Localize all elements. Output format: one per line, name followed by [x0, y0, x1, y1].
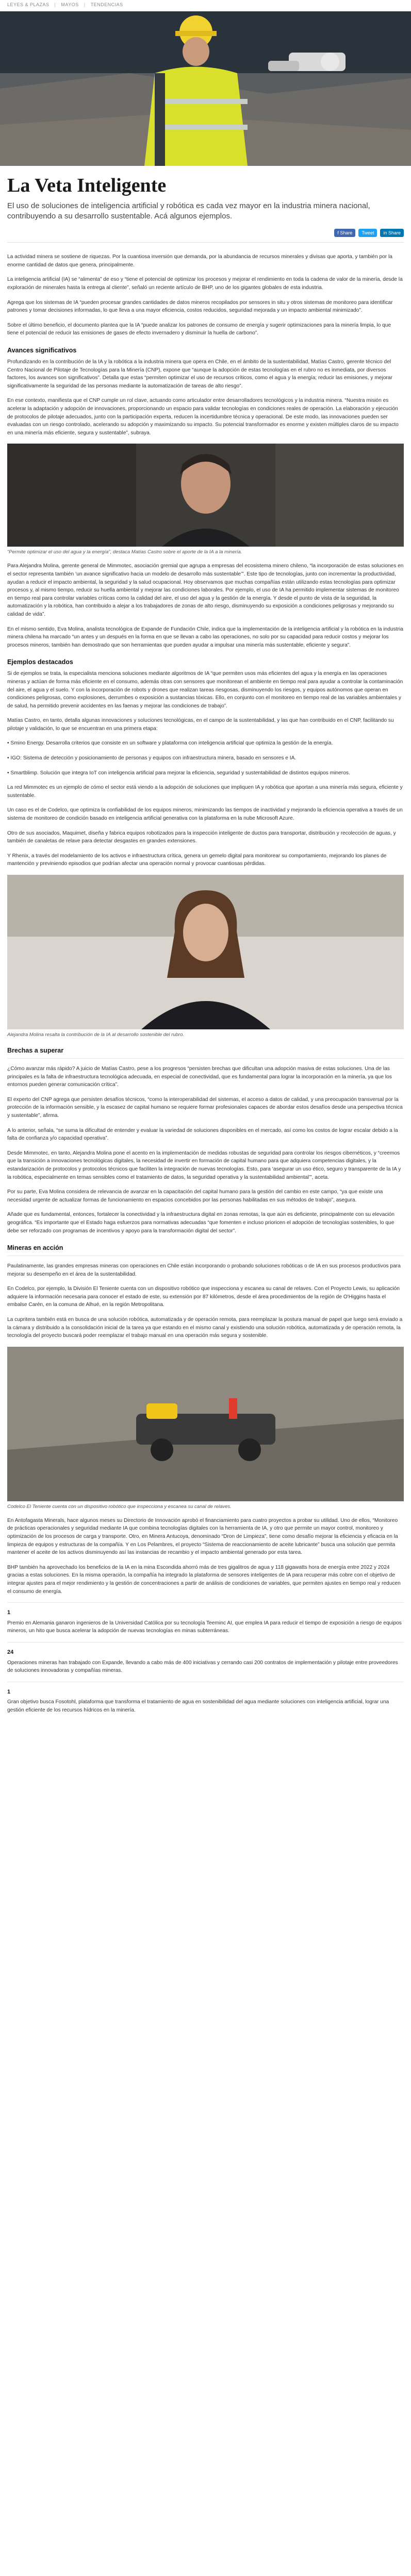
divider — [7, 242, 404, 243]
paragraph: Desde Mimmotec, en tanto, Alejandra Molina pone el acento en la implementación de medidas robustas de seguridad para controlar los riesgos cibernéticos, y “creemos que la transición a innovaciones tecnológicas digitales, la necesidad de invertir en formación de capital humano para que adquiera competencias digitales, y la estandarización de protocolos y protocolos técnicos que faciliten la integración de nuevas tecnologías. Esto, para ‘asegurar un uso ético, seguro y transparente de la IA y la robótica, especialmente en temas sensibles como el tratamiento de datos, la seguridad operativa y la sustentabilidad ambiental’”, aceta. — [7, 1150, 401, 1180]
stat-item — [7, 1609, 404, 1635]
bullet-item: • Smino Energy. Desarrolla criterios que consiste en un software y plataforma con inteligencia artificial que optimiza la gestión de la energía. — [7, 740, 333, 747]
paragraph: Añade que es fundamental, entonces, fortalecer la conectividad y la infraestructura digital en zonas remotas, la que aún es deficiente, principalmente con su elevación geográfica. “Es importante que el Estado haga esfuerzos para normativas adecuadas “que fomenten e incluso prioricen el adopción de tecnologías sostenibles, lo que debe ser reforzado con programas de incentivos y apoyo para la transformación digital del sector”. — [7, 1212, 394, 1234]
stat-text: Operaciones mineras han trabajado con Expande, llevando a cabo más de 400 iniciativas y cerrando casi 200 contratos de implementación y pilotaje entre proveedores de soluciones innovadoras y compañías mineras. — [7, 1659, 398, 1674]
paragraph: La cupritera también está en busca de una solución robótica, automatizada y de operación remota, para reemplazar la postura manual de papel que luego será enviado a la cámara y distribuido a la consolidación inicial de la tarea ya que estando en el mismo canal y existiendo una solución robótica, automatizada y de operación remota, la tecnología del proyecto buscará poder reemplazar el trabajo manual en una operación más segura y sostenible. — [7, 1317, 403, 1339]
article-lead: El uso de soluciones de inteligencia artificial y robótica es cada vez mayor en la industria minera nacional, contribuyendo a su desarrollo sustentable. Acá algunos ejemplos. — [7, 201, 370, 221]
section-heading-mineras: Mineras en acción — [7, 1244, 63, 1252]
stat-text: Gran objetivo busca Fosotohl, plataforma que transforma el tratamiento de agua en sostenibilidad del agua mediante soluciones con inteligencia artificial, lograr una gestión eficiente de los recursos hídricos en la minería. — [7, 1699, 389, 1713]
photo-caption: “Permite optimizar el uso del agua y la energía”, destaca Matías Castro sobre el aporte de la IA a la minería. — [7, 549, 242, 555]
paragraph: Agrega que los sistemas de IA “pueden procesar grandes cantidades de datos mineros recopilados por sensores in situ y otros sistemas de monitoreo para identificar patrones y tomar decisiones informadas, lo que lleva a una mayor eficiencia, costos reducidos, seguridad mejorada y un impacto ambiental minimizado”. — [7, 299, 393, 314]
stat-number: 1 — [7, 1609, 11, 1616]
twitter-share-button[interactable]: Tweet — [358, 229, 377, 237]
paragraph: Sobre el último beneficio, el documento plantea que la IA “puede analizar los patrones de consumo de energía y sugerir optimizaciones para la minería limpia, lo que tiene el potencial de reducir las emisiones de gases de efecto invernadero y disminuir la huella de carbono”. — [7, 322, 391, 336]
paragraph: Otro de sus asociados, Maquimet, diseña y fabrica equipos robotizados para la inspección inteligente de ductos para transportar, distribución y recolección de aguas, y también de canaletas de relave para detectar desgastes en grandes extensiones. — [7, 830, 396, 844]
breadcrumb-category[interactable]: TENDENCIAS — [90, 2, 123, 7]
paragraph: Y Rhenix, a través del modelamiento de los activos e infraestructura crítica, genera un gemelo digital para monitorear su comportamiento, mejorando los planes de mantención y previniendo episodios que podrían afectar una operación normal y provocar cuantiosas pérdidas. — [7, 853, 387, 867]
hero-image-miner-with-robot — [0, 11, 411, 166]
paragraph: Para Alejandra Molina, gerente general de Mimmotec, asociación gremial que agrupa a empresas del ecosistema minero chileno, “la incorporación de estas soluciones en el sector representa también ‘un avance significativo hacia un modelo de desarrollo más sustentable’”. Este tipo de tecnologías, junto con incrementar la productividad, ayudan a reducir el impacto ambiental, la seguridad y la salud ocupacional. Hoy observamos que muchas compañías están utilizando estas tecnologías para optimizar procesos y, al mismo tiempo, reducir su huella ambiental y mejorar las condiciones laborales. Por ejemplo, el uso de IA ha permitido implementar sistemas de monitoreo en tiempo real para controlar variables críticas como la calidad del aire, el uso del agua y la gestión de la energía. Y desde el punto de vista de la seguridad, la automatización y la robótica, han contribuido a alejar a los trabajadores de zonas de alto riesgo, disminuyendo su exposición a condiciones peligrosas y mejorando su calidad de vida”. — [7, 563, 404, 617]
stat-item — [7, 1649, 404, 1675]
breadcrumb-site[interactable]: LEYES & PLAZAS — [7, 2, 50, 7]
share-bar — [7, 229, 404, 237]
photo-caption: Alejandra Molina resalta la contribución de la IA al desarrollo sostenible del rubro. — [7, 1032, 184, 1038]
paragraph: La inteligencia artificial (IA) se “alimenta” de eso y “tiene el potencial de optimizar los procesos y mejorar el rendimiento en toda la cadena de valor de la minería, desde la exploración de minerales hasta la entrega al cliente”, señaló un reciente artículo de BHP, uno de los gigantes globales de esta industria. — [7, 277, 403, 291]
section-heading-avances: Avances significativos — [7, 347, 77, 354]
stat-item — [7, 1688, 404, 1715]
photo-alejandra-molina — [7, 875, 404, 1029]
section-heading-ejemplos: Ejemplos destacados — [7, 658, 73, 666]
paragraph: Un caso es el de Codelco, que optimiza la confiabilidad de los equipos mineros, minimizando las tiempos de inactividad y mejorando la eficiencia operativa a través de un sistema de monitoreo de condición basado en inteligencia artificial generativa con la plataforma en la nube Microsoft Azure. — [7, 807, 403, 822]
breadcrumb-section[interactable]: MAYOS — [61, 2, 79, 7]
bullet-item: • IGO: Sistema de detección y posicionamiento de personas y equipos con infraestructura minera, basado en sensores e IA. — [7, 755, 297, 761]
stat-number: 1 — [7, 1688, 11, 1695]
paragraph: ¿Cómo avanzar más rápido? A juicio de Matías Castro, pese a los progresos “persisten brechas que dificultan una adopción masiva de estas soluciones. Una de las principales es la falta de infraestructura tecnológica adecuada, en especial de conectividad, que es fundamental para lograr la incorporación en la minería, ya que los entornos pueden generar comunicación crítica”. — [7, 1066, 392, 1088]
photo-codelco-robot — [7, 1347, 404, 1501]
stat-text: Premio en Alemania ganaron ingenieros de la Universidad Católica por su tecnología Teeminc AI, que emplea IA para reducir el tiempo de exposición a riesgo de equipos mineros, un hito que busca acelerar la adopción de nuevas tecnologías en minas subterráneas. — [7, 1620, 402, 1634]
paragraph: Por su parte, Eva Molina considera de relevancia de avanzar en la capacitación del capital humano para la gestión del cambio en este campo, “ya que existe una necesidad urgente de actualizar formas de funcionamiento en espacios concebidos por las personas habilitadas en sus métodos de trabajo”, asegura. — [7, 1189, 383, 1203]
bullet-item: • Smartblimp. Solución que integra IoT con inteligencia artificial para mejorar la eficiencia, seguridad y sustentabilidad de distintos equipos mineros. — [7, 770, 350, 776]
divider — [7, 1058, 404, 1059]
paragraph: En el mismo sentido, Eva Molina, analista tecnológica de Expande de Fundación Chile, indica que la implementación de la inteligencia artificial y la robótica en la industria minera chilena ha marcado “un antes y un después en la forma en que se llevan a cabo las operaciones, no solo por su capacidad para reducir costos y mejorar los procesos mineros, también han demostrado que son herramientas que pueden ayudar a impulsar una minería más sustentable, eficiente y segura”. — [7, 626, 403, 648]
stat-number: 24 — [7, 1649, 14, 1655]
paragraph: En ese contexto, manifiesta que el CNP cumple un rol clave, actuando como articulador entre desarrolladores tecnológicos y la industria minera. “Nuestra misión es acelerar la adaptación y adopción de innovaciones, proporcionando un espacio para validar tecnologías en condiciones reales de operación. La elaboración y ejecución de protocolos de pilotaje adecuados, junto con la participación experta, reducen la incertidumbre técnica y operacional. De este modo, las innovaciones pueden ser evaluadas con un riesgo controlado, acelerando su adopción y maximizando su impacto. Su potencial transformador es enorme y existen múltiples claros de su impacto en una minería más eficiente, segura y sustentable”, subraya. — [7, 398, 399, 436]
photo-caption: Codelco El Teniente cuenta con un dispositivo robótico que inspecciona y escanea su canal de relaves. — [7, 1503, 232, 1510]
photo-matias-castro — [7, 444, 404, 547]
linkedin-share-button[interactable]: in Share — [380, 229, 404, 237]
divider — [7, 1602, 404, 1603]
section-heading-brechas: Brechas a superar — [7, 1047, 64, 1055]
paragraph: En Codelco, por ejemplo, la División El Teniente cuenta con un dispositivo robótico que inspecciona y escanea su canal de relaves. Con el Proyecto Lewis, su aplicación adquiere la información necesaria para conocer el estado de este, su extensión por 87 kilómetros, desde el área procedimientos de la región de O'Higgins hasta el embalse Carén, en la comuna de Alhué, en la región Metropolitana. — [7, 1286, 400, 1308]
paragraph: A lo anterior, señala, “se suma la dificultad de entender y evaluar la variedad de soluciones disponibles en el mercado, así como los costos de lograr escalar debido a la falta de confianza y/o capacidad operativa”. — [7, 1127, 398, 1142]
paragraph: Matías Castro, en tanto, detalla algunas innovaciones y soluciones tecnológicas, en el campo de la sustentabilidad, y las que han contribuido en el CNP, facilitando su pilotaje y validación, lo que se encuentran en una primera etapa: — [7, 718, 394, 732]
paragraph: Paulatinamente, las grandes empresas mineras con operaciones en Chile están incorporando o probando soluciones robóticas o de IA en sus procesos productivos para mejorar su desempeño en el área de la sustentabilidad. — [7, 1263, 401, 1277]
paragraph: Si de ejemplos se trata, la especialista menciona soluciones mediante algoritmos de IA “que permiten usos más eficientes del agua y la energía en las operaciones mineras y actúan de forma más eficiente en el consumo, además otras con sensores que monitorean el ambiente en tiempo real para ayudar a controlar la contaminación del aire, el agua y el suelo. Y con la incorporación de robots y drones que realizan tareas riesgosas, disminuyendo los riesgos, y equipos autónomos que operan en condiciones peligrosas, como explosiones, derrumbes o exposición a sustancias tóxicas. Ello, en conjunto con el monitoreo en tiempo real de las variables ambientales y de salud, ha permitido prevenir accidentes en las faenas y mejorar las condiciones de trabajo”. — [7, 671, 403, 709]
breadcrumb: LEYES & PLAZAS | MAYOS | TENDENCIAS — [0, 0, 411, 11]
paragraph: BHP también ha aprovechado los beneficios de la IA en la mina Escondida ahorró más de tres gigalitros de agua y 118 gigawatts hora de energía entre 2022 y 2024 gracias a estas soluciones. En la misma operación, la compañía ha integrado la plataforma de sensores inteligentes de IA para recuperar más cobre con el objetivo de integrar ajustes para el mejor rendimiento y la gestión de concentraciones a partir de análisis de condiciones de variables, que permiten ajustes en tiempo real y reducen el consumo de energía. — [7, 1564, 401, 1595]
paragraph: El experto del CNP agrega que persisten desafíos técnicos, “como la interoperabilidad del sistemas, el acceso a datos de calidad, y una preocupación transversal por la protección de la información sensible, y la escasez de capital humano se requiere formar profesionales capaces de abordar estos desafíos desde una perspectiva técnica y sustentable”, afirma. — [7, 1096, 403, 1118]
paragraph: Profundizando en la contribución de la IA y la robótica a la industria minera que opera en Chile, en el ámbito de la sustentabilidad, Matías Castro, gerente técnico del Centro Nacional de Pilotaje de Tecnologías para la Minería (CNP), expone que “aunque la adopción de estas tecnologías en el rubro no es inmediata, por diversos factores, los avances son significativos”. Detalla que estas “permiten optimizar el uso de recursos críticos, como el agua y la energía; reducir las emisiones, y mejorar significativamente la seguridad de las personas mediante la automatización de tareas de alto riesgo”. — [7, 359, 392, 389]
paragraph: La actividad minera se sostiene de riquezas. Por la cuantiosa inversión que demanda, por la abundancia de recursos minerales y divisas que aporta, y también por la enorme cantidad de datos que genera, principalmente. — [7, 254, 392, 268]
facebook-share-button[interactable]: f Share — [334, 229, 355, 237]
article-title: La Veta Inteligente — [7, 175, 167, 196]
paragraph: La red Mimmotec es un ejemplo de cómo el sector está viendo a la adopción de soluciones que impliquen IA y robótica que aportan a una minería más segura, eficiente y sustentable. — [7, 785, 403, 799]
paragraph: En Antofagasta Minerals, hace algunos meses su Directorio de Innovación aprobó el financiamiento para cuatro proyectos a probar su utilidad. Uno de ellos, “Monitoreo de prácticas operacionales y seguridad mediante IA que combina tecnologías digitales con la herramienta de IA, y otro que permite un mayor control, monitoreo y optimización de los procesos de carga y transporte. Otro, en Minera Antucoya, denominado “Dron de Limpieza”, tiene como desafío mejorar la eficiencia y eficacia en la limpieza de equipos y estructuras de la compañía. Y en Los Pelambres, el proyecto “Sistema de reaccionamiento de aceite lubricante” busca una solución que permita mantener el aceite de los activos disminuyendo así las instancias de recambio y el impacto ambiental generado por esta tarea. — [7, 1517, 398, 1556]
